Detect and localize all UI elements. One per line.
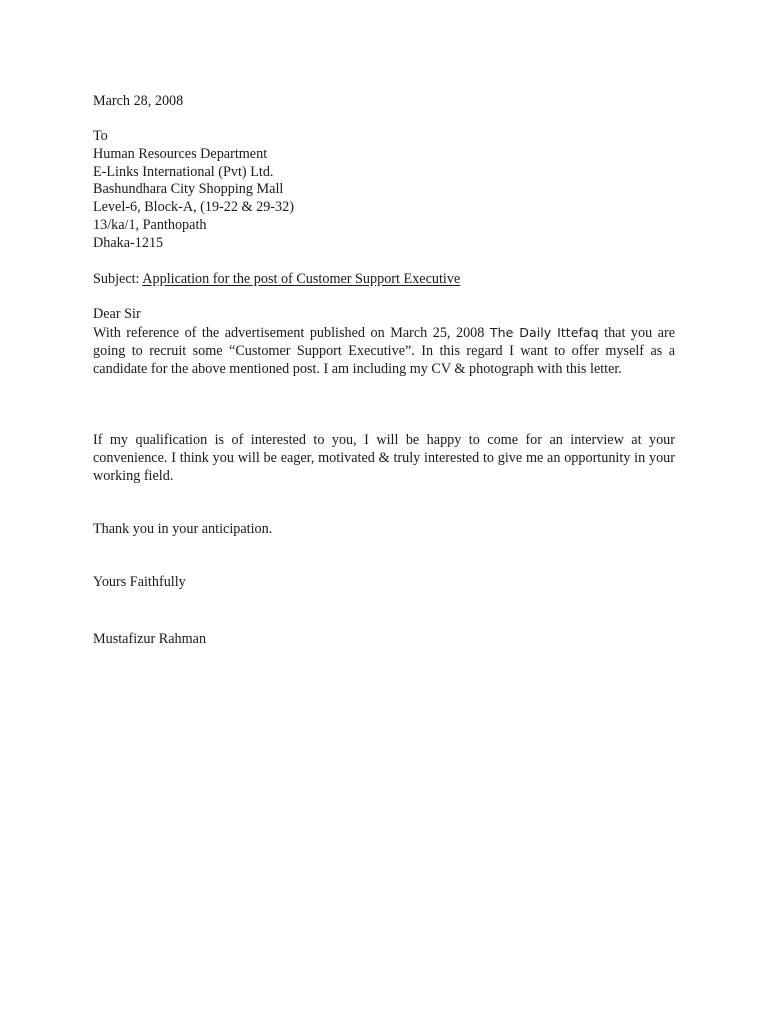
letter-date: March 28, 2008	[93, 93, 184, 109]
salutation: Dear Sir	[93, 306, 141, 322]
address-line: Dhaka-1215	[93, 234, 164, 251]
recipient-address	[93, 128, 675, 253]
address-line: Level-6, Block-A, (19-22 & 29-32)	[93, 199, 294, 216]
address-to: To	[93, 128, 108, 144]
address-line: Human Resources Department	[93, 145, 268, 162]
address-line: 13/ka/1, Panthopath	[93, 216, 207, 233]
paragraph-1-start: With reference of the advertisement published on March 25, 2008	[93, 325, 485, 341]
signature-name: Mustafizur Rahman	[93, 631, 207, 647]
body-paragraph-2: If my qualification is of interested to you, I will be happy to come for an interview at your convenience. I think you will be eager, motivated & truly interested to give me an opportunity in your working field.	[93, 432, 675, 484]
paragraph-1-end: that you are going to recruit some “Customer Support Executive”. In this regard I want to offer myself as a candidate for the above mentioned post. I am including my CV & photograph with this letter.	[93, 325, 676, 377]
thanks-line: Thank you in your anticipation.	[93, 521, 273, 537]
subject-line	[93, 271, 675, 289]
newspaper-name: The Daily Ittefaq	[489, 325, 599, 340]
closing: Yours Faithfully	[93, 574, 186, 590]
subject-text: Application for the post of Customer Support Executive	[142, 271, 461, 287]
body-paragraph-1	[93, 324, 675, 378]
address-line: Bashundhara City Shopping Mall	[93, 181, 284, 198]
subject-label: Subject:	[93, 271, 140, 287]
address-line: E-Links International (Pvt) Ltd.	[93, 163, 274, 180]
